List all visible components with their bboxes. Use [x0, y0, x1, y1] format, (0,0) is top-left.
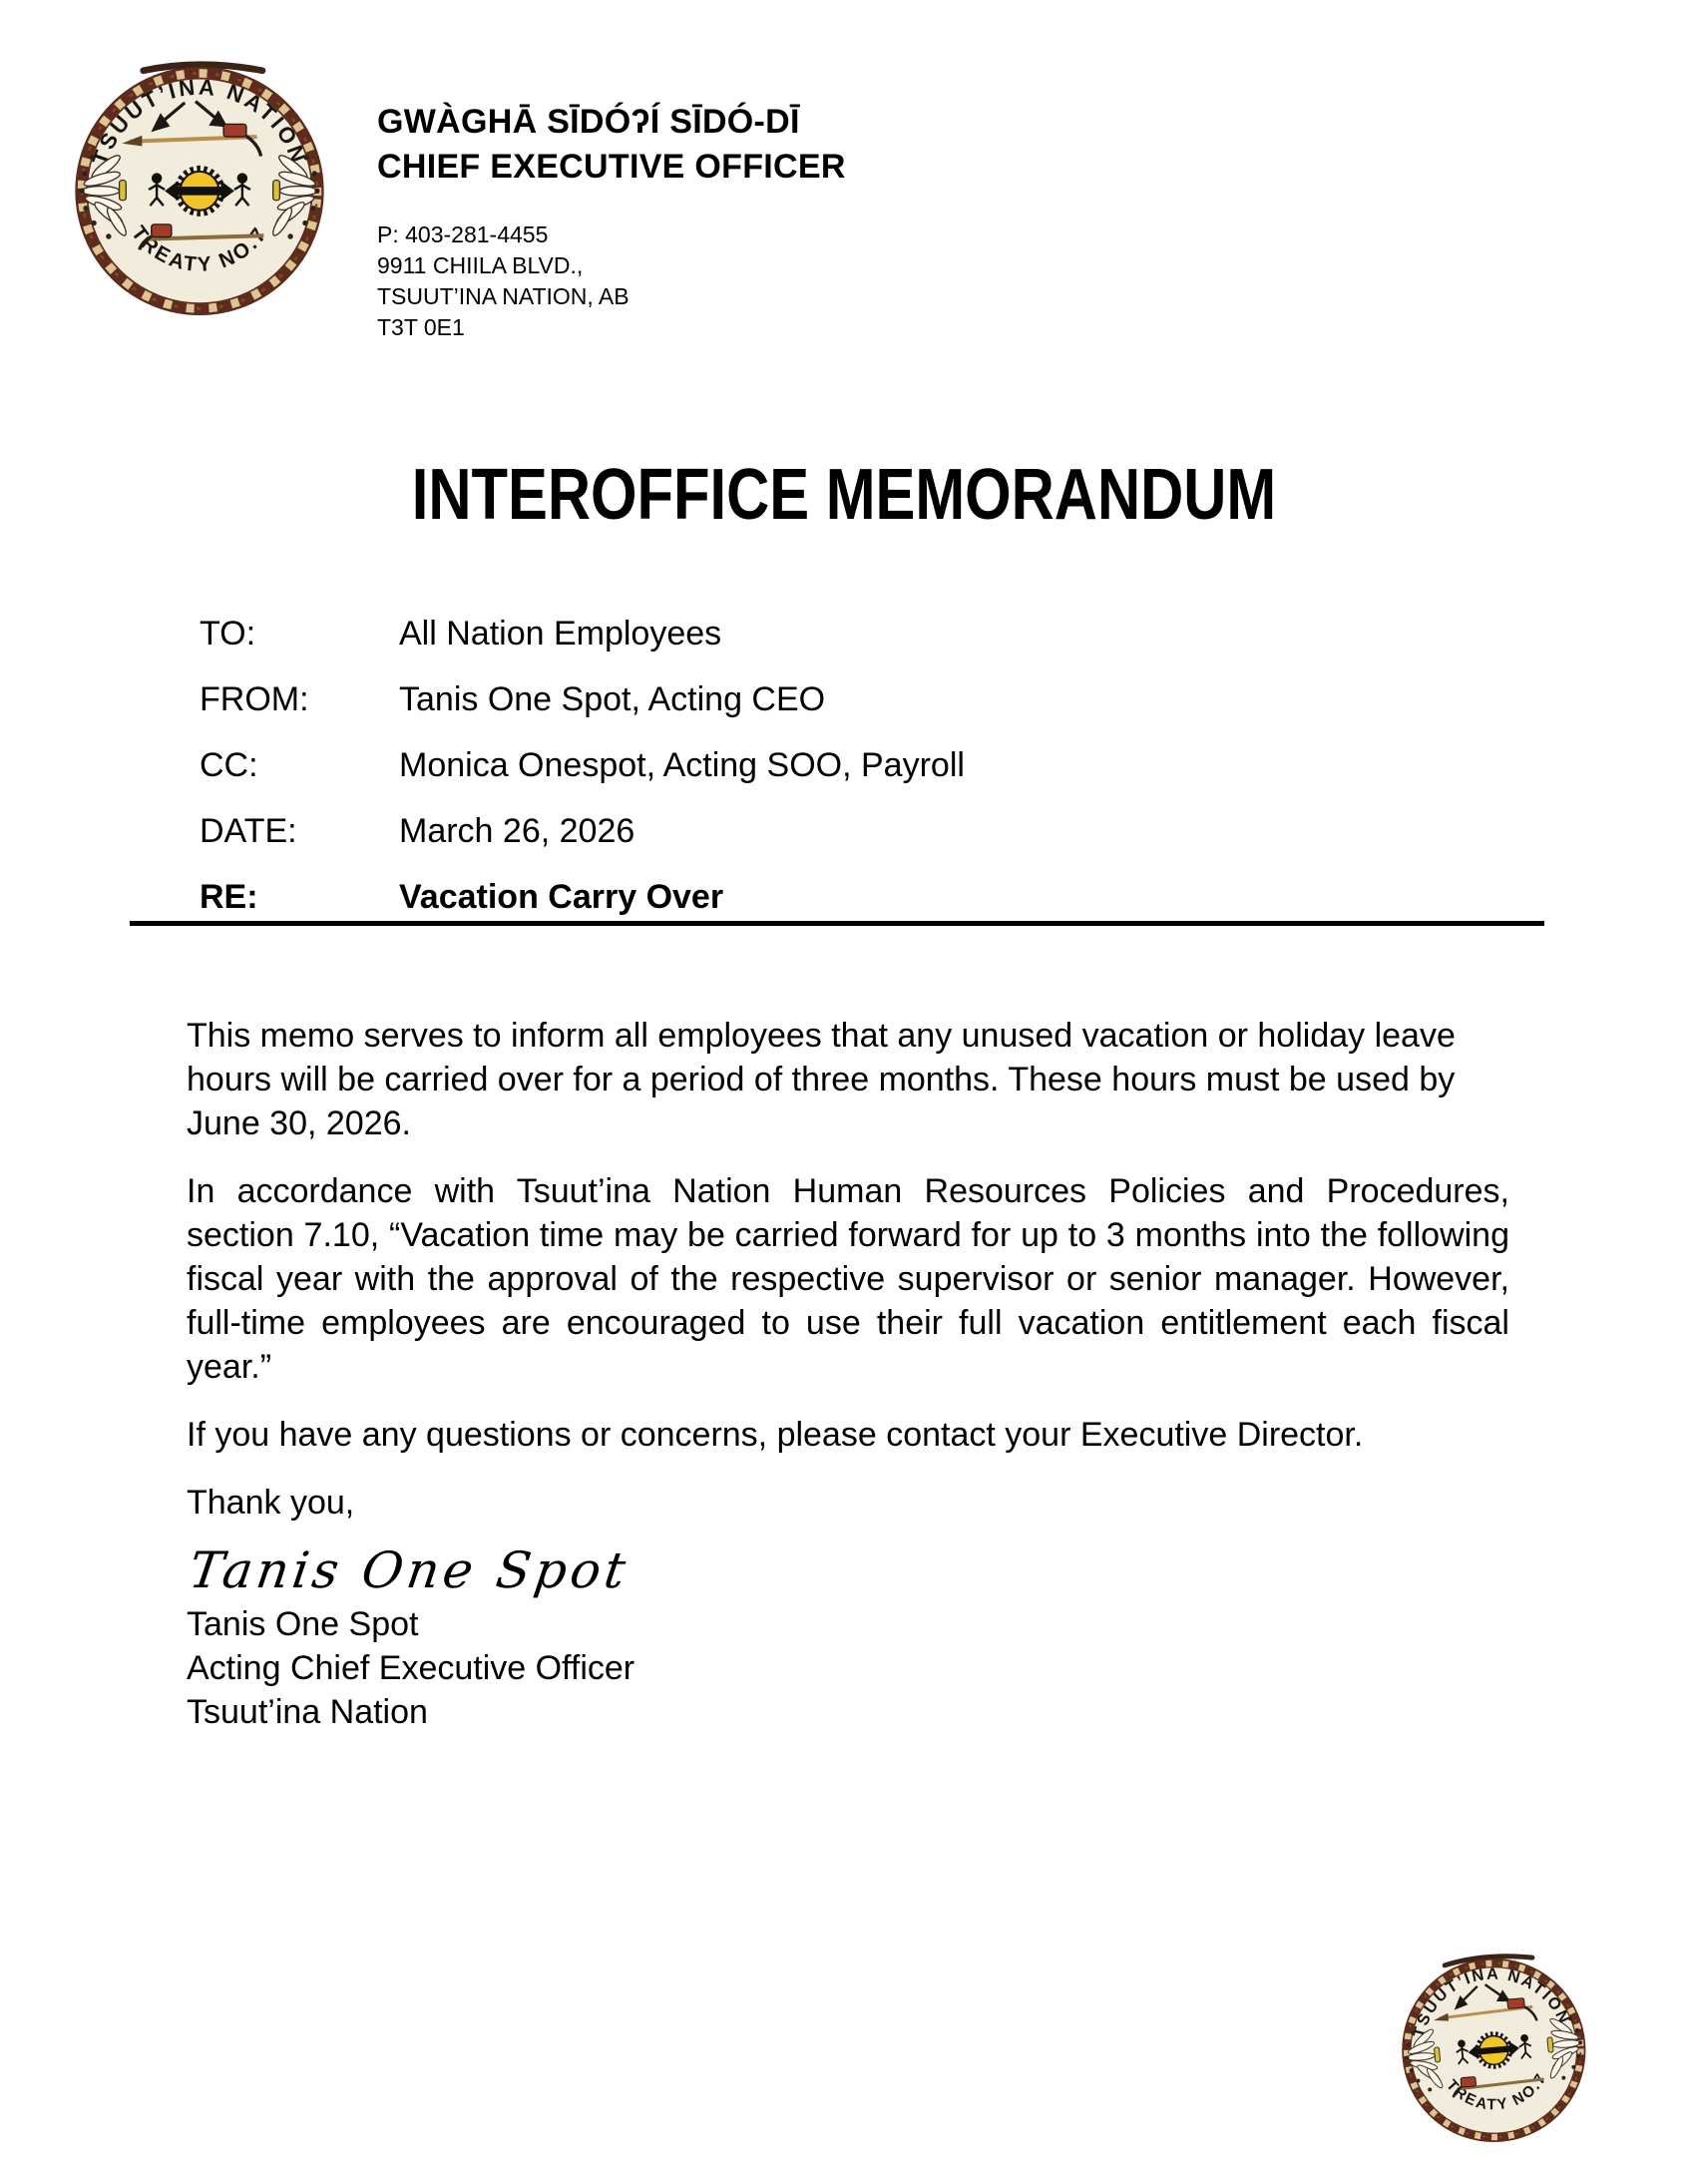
org-title-native: GWÀGHĀ SĪDÓʔÍ SĪDÓ-DĪ [377, 103, 800, 141]
letterhead-text-block [377, 100, 846, 343]
field-label-cc: CC: [200, 746, 258, 784]
field-row-from [200, 680, 965, 718]
footer-tsuutina-nation-seal-logo [1387, 1940, 1601, 2154]
field-label-date: DATE: [200, 812, 297, 850]
field-label-from: FROM: [200, 680, 309, 718]
field-value-cc: Monica Onespot, Acting SOO, Payroll [399, 746, 965, 784]
org-title-english: CHIEF EXECUTIVE OFFICER [377, 148, 846, 186]
field-value-re: Vacation Carry Over [399, 878, 724, 916]
closing-text: Thank you, [187, 1484, 355, 1522]
postal-code: T3T 0E1 [377, 314, 465, 340]
field-value-to: All Nation Employees [399, 615, 722, 653]
phone-number: P: 403-281-4455 [377, 221, 549, 247]
signer-title: Acting Chief Executive Officer [187, 1649, 635, 1687]
field-row-cc [200, 746, 965, 784]
memo-paragraph-1: This memo serves to inform all employees that any unused vacation or holiday leave hours will be carried over for a period of three months. These hours must be used by June 30, 2026. [187, 1017, 1456, 1142]
memo-paragraph-2: In accordance with Tsuut’ina Nation Human Resources Policies and Procedures, section 7.10, “Vacation time may be carried forward for up to 3 months into the following fiscal year with the approval of the respective supervisor or senior manager. However, full-time employees are encouraged to use their full vacation entitlement each fiscal year.” [187, 1172, 1509, 1386]
signer-name: Tanis One Spot [187, 1605, 419, 1643]
field-label-re: RE: [200, 878, 258, 916]
memo-paragraph-3: If you have any questions or concerns, please contact your Executive Director. [187, 1416, 1364, 1454]
field-row-date [200, 812, 965, 850]
field-label-to: TO: [200, 615, 256, 653]
tsuutina-nation-seal-logo [66, 52, 333, 319]
memo-header-fields [200, 615, 965, 944]
memo-body [187, 1014, 1509, 1734]
address-line-2: TSUUT’INA NATION, AB [377, 283, 630, 309]
separator-rule [130, 921, 1544, 926]
field-value-date: March 26, 2026 [399, 812, 635, 850]
signature-script: Tanis One Spot [186, 1541, 633, 1599]
field-row-to [200, 615, 965, 653]
address-line-1: 9911 CHIILA BLVD., [377, 252, 584, 278]
signature-block [187, 1602, 1509, 1734]
field-row-re [200, 878, 965, 916]
memo-title: INTEROFFICE MEMORANDUM [411, 455, 1277, 535]
signer-organization: Tsuut’ina Nation [187, 1693, 428, 1731]
field-value-from: Tanis One Spot, Acting CEO [399, 680, 826, 718]
